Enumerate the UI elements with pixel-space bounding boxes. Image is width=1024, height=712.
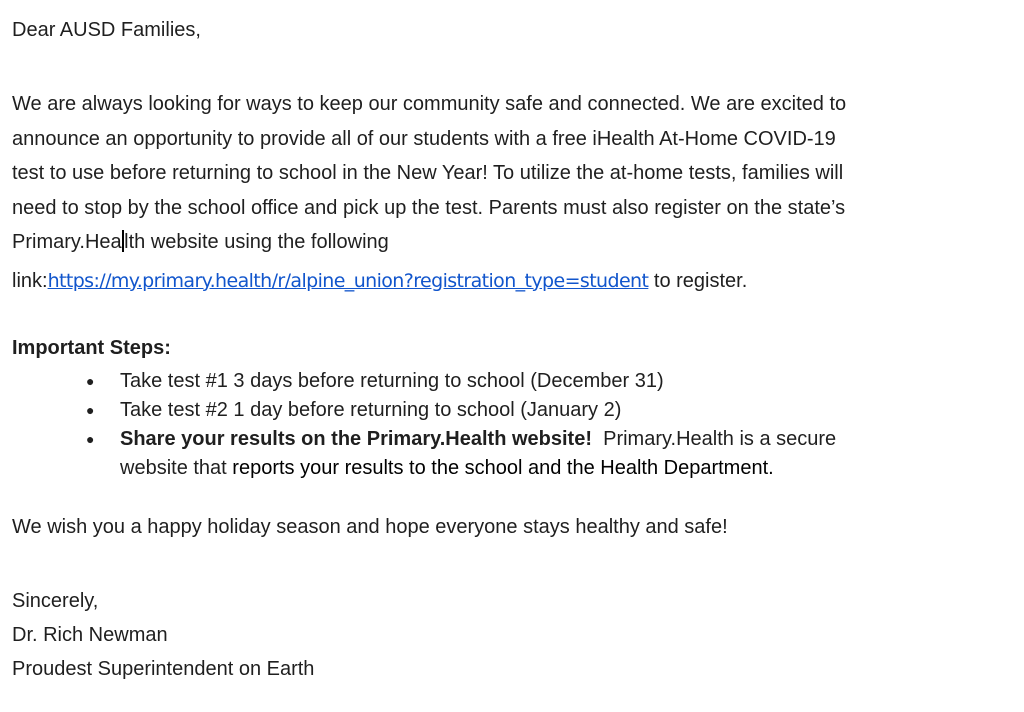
intro-line-2: announce an opportunity to provide all of our students with a free iHealth At-Home COVID-19: [12, 127, 836, 150]
steps-list: [12, 367, 1002, 483]
greeting: Dear AUSD Families,: [12, 19, 201, 41]
bullet-icon: ●: [86, 373, 95, 389]
intro-line-5: [12, 225, 1002, 260]
intro-line-4: need to stop by the school office and pick up the test. Parents must also register on the state’s: [12, 196, 846, 219]
step-3-line-2: [120, 454, 1002, 483]
intro-paragraph: [12, 87, 1002, 298]
step-3-text-a: Primary.Health is a secure: [592, 428, 837, 450]
list-item: [12, 425, 1002, 483]
intro-line-3: test to use before returning to school in the New Year! To utilize the at-home tests, families will: [12, 162, 844, 184]
signature-block: [12, 584, 314, 686]
intro-line-1: We are always looking for ways to keep our community safe and connected. We are excited to: [12, 93, 847, 115]
bullet-icon: ●: [86, 431, 95, 447]
intro-line-5-end: lth website using the following: [124, 231, 389, 253]
link-suffix: to register.: [648, 269, 748, 292]
intro-line-6: [12, 264, 1002, 299]
step-text: Take test #2 1 day before returning to school (January 2): [120, 399, 622, 421]
signoff-title: Proudest Superintendent on Earth: [12, 658, 315, 680]
steps-heading: Important Steps:: [12, 337, 171, 359]
registration-link[interactable]: https://my.primary.health/r/alpine_union?registration_type=student: [47, 269, 649, 292]
step-3-bold: Share your results on the Primary.Health website!: [120, 428, 592, 450]
signoff-name: Dr. Rich Newman: [12, 624, 168, 646]
list-item: [12, 396, 1002, 425]
signoff-sincerely: Sincerely,: [12, 590, 99, 612]
step-3-text-b: website that: [120, 457, 233, 479]
step-3-line-1: [120, 425, 1002, 454]
intro-line-5-start: Primary.Hea: [12, 231, 122, 253]
step-3-text-c: reports your results to the school and the Health Department.: [232, 457, 774, 479]
bullet-icon: ●: [86, 402, 95, 418]
closing-paragraph: We wish you a happy holiday season and hope everyone stays healthy and safe!: [12, 516, 728, 538]
step-text: Take test #1 3 days before returning to school (December 31): [120, 370, 664, 392]
list-item: [12, 367, 1002, 396]
link-prefix: link:: [12, 269, 48, 292]
